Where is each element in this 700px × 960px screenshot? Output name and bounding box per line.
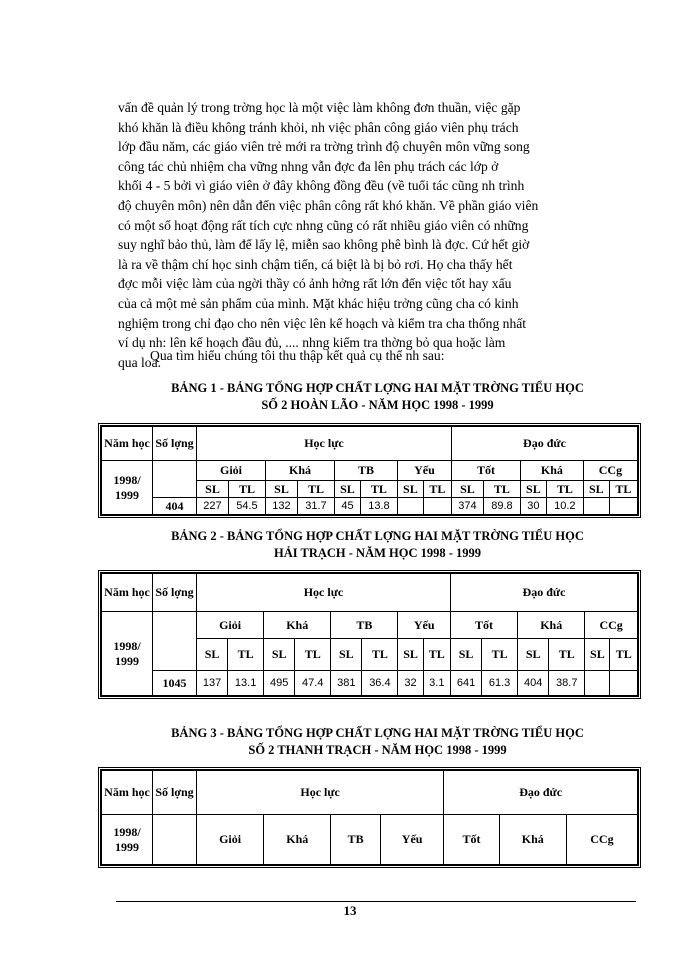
header-gioi: Giỏi bbox=[197, 612, 264, 639]
header-kha-dd: Khá bbox=[499, 815, 566, 865]
text-line: độ chuyên môn) nên dẫn đến việc phân công rất khó khăn. Về phần giáo viên bbox=[118, 197, 539, 213]
table-cell: 3.1 bbox=[423, 671, 450, 696]
table-cell: 132 bbox=[266, 498, 298, 515]
table-cell: 54.5 bbox=[228, 498, 265, 515]
text-line: có một số hoạt động rất tích cực nhng cũng có rất nhiều giáo viên có những bbox=[118, 217, 529, 233]
header-dao-duc: Đạo đức bbox=[451, 427, 637, 461]
cell-year: 1998/ 1999 bbox=[102, 461, 153, 515]
table-3 bbox=[98, 767, 641, 868]
header-sl: SL bbox=[585, 639, 610, 671]
table-cell: 404 bbox=[518, 671, 549, 696]
table-row bbox=[102, 498, 638, 515]
text-line: của cả một mẻ sản phẩm của mình. Mặt khác hiệu trởng cũng cha có kinh bbox=[118, 295, 519, 311]
table-cell: 30 bbox=[520, 498, 546, 515]
intro-sentence: Qua tìm hiểu chúng tôi thu thập kết quả cụ thể nh sau: bbox=[150, 348, 445, 363]
header-tb: TB bbox=[331, 612, 398, 639]
table-cell: 137 bbox=[197, 671, 228, 696]
table-cell: 10.2 bbox=[546, 498, 583, 515]
header-tl: TL bbox=[423, 481, 451, 498]
table-cell: 45 bbox=[335, 498, 361, 515]
table-cell: 36.4 bbox=[362, 671, 398, 696]
header-tl: TL bbox=[228, 481, 265, 498]
table-cell: 47.4 bbox=[295, 671, 331, 696]
cell-count bbox=[153, 815, 197, 865]
body-paragraph bbox=[118, 98, 634, 372]
text-line: ví dụ nh: lên kế hoạch đầu đủ, .... nhng kiểm tra thờng bỏ qua hoặc làm bbox=[118, 335, 506, 351]
header-kha: Khá bbox=[264, 612, 331, 639]
table-3-caption bbox=[100, 725, 655, 759]
header-gioi: Giỏi bbox=[197, 815, 264, 865]
header-sl: SL bbox=[335, 481, 361, 498]
header-hoc-luc: Học lực bbox=[197, 771, 444, 815]
table-cell: 61.3 bbox=[482, 671, 518, 696]
header-yeu: Yếu bbox=[381, 815, 444, 865]
text-line: lớp đầu năm, các giáo viên trẻ mới ra trờng trình độ chuyên môn vững song bbox=[118, 139, 530, 155]
header-sl: SL bbox=[583, 481, 609, 498]
header-sl: SL bbox=[197, 639, 228, 671]
header-dao-duc: Đạo đức bbox=[450, 574, 637, 612]
header-sl: SL bbox=[518, 639, 549, 671]
table-cell: 38.7 bbox=[549, 671, 585, 696]
footer-rule bbox=[116, 901, 636, 902]
table-cell: 31.7 bbox=[297, 498, 334, 515]
header-tb: TB bbox=[331, 815, 381, 865]
header-sl: SL bbox=[264, 639, 295, 671]
table-cell bbox=[423, 498, 451, 515]
header-gioi: Giỏi bbox=[197, 461, 266, 481]
table-2-caption bbox=[100, 528, 655, 562]
header-tl: TL bbox=[483, 481, 520, 498]
header-tl: TL bbox=[482, 639, 518, 671]
table-cell: 13.8 bbox=[360, 498, 397, 515]
header-tl: TL bbox=[228, 639, 264, 671]
header-so-luong: Số lợng bbox=[153, 574, 197, 612]
header-tl: TL bbox=[549, 639, 585, 671]
table-cell: 641 bbox=[450, 671, 481, 696]
text-line: khó khăn là điều không tránh khỏi, nh việc phân công giáo viên phụ trách bbox=[118, 119, 519, 135]
header-tb: TB bbox=[335, 461, 398, 481]
table-2 bbox=[98, 570, 641, 699]
header-tot: Tốt bbox=[451, 461, 520, 481]
header-ccg: CCg bbox=[566, 815, 637, 865]
text-line: khối 4 - 5 bởi vì giáo viên ở đây không đồng đều (về tuổi tác cũng nh trình bbox=[118, 178, 525, 194]
table-cell: 227 bbox=[197, 498, 229, 515]
header-kha-dd: Khá bbox=[520, 461, 583, 481]
header-so-luong: Số lợng bbox=[153, 427, 197, 461]
text-line: là ra về thậm chí học sinh chậm tiến, cá biệt là bị bỏ rơi. Họ cha thấy hết bbox=[118, 256, 513, 272]
table-cell: 495 bbox=[264, 671, 295, 696]
header-nam-hoc: Năm học bbox=[102, 574, 153, 612]
header-tl: TL bbox=[297, 481, 334, 498]
text-line: đợc mỗi việc làm của ngời thầy có ảnh hởng rất lớn đến việc tốt hay xấu bbox=[118, 276, 512, 292]
header-yeu: Yếu bbox=[397, 461, 451, 481]
header-ccg: CCg bbox=[585, 612, 638, 639]
caption-line-1: BẢNG 2 - BẢNG TỔNG HỢP CHẤT LỢNG HAI MẶT TRỜNG TIỂU HỌC bbox=[171, 529, 584, 543]
header-sl: SL bbox=[197, 481, 229, 498]
header-nam-hoc: Năm học bbox=[102, 771, 153, 815]
caption-line-2: SỐ 2 HOÀN LÃO - NĂM HỌC 1998 - 1999 bbox=[261, 398, 494, 412]
table-cell: 89.8 bbox=[483, 498, 520, 515]
table-cell: 32 bbox=[398, 671, 423, 696]
header-tl: TL bbox=[610, 639, 638, 671]
page-number: 13 bbox=[343, 903, 357, 918]
header-sl: SL bbox=[331, 639, 362, 671]
header-sl: SL bbox=[450, 639, 481, 671]
header-sl: SL bbox=[266, 481, 298, 498]
cell-empty bbox=[153, 612, 197, 671]
table-cell: 13.1 bbox=[228, 671, 264, 696]
text-line: qua loa. bbox=[118, 354, 162, 370]
header-sl: SL bbox=[520, 481, 546, 498]
table-cell bbox=[609, 498, 637, 515]
header-sl: SL bbox=[398, 639, 423, 671]
table-row bbox=[102, 815, 638, 865]
cell-empty bbox=[153, 461, 197, 498]
header-so-luong: Số lợng bbox=[153, 771, 197, 815]
cell-count: 404 bbox=[153, 498, 197, 515]
caption-line-1: BẢNG 1 - BẢNG TỔNG HỢP CHẤT LỢNG HAI MẶT TRỜNG TIỂU HỌC bbox=[171, 381, 584, 395]
cell-year: 1998/ 1999 bbox=[102, 815, 153, 865]
table-cell: 381 bbox=[331, 671, 362, 696]
header-sl: SL bbox=[451, 481, 483, 498]
header-yeu: Yếu bbox=[398, 612, 451, 639]
text-line: công tác chủ nhiệm cha vững nhng vẫn đợc đa lên phụ trách các lớp ở bbox=[118, 158, 499, 174]
table-cell bbox=[397, 498, 423, 515]
header-hoc-luc: Học lực bbox=[197, 574, 451, 612]
header-tl: TL bbox=[360, 481, 397, 498]
header-tl: TL bbox=[546, 481, 583, 498]
table-row bbox=[102, 671, 638, 696]
header-ccg: CCg bbox=[583, 461, 637, 481]
header-kha: Khá bbox=[264, 815, 331, 865]
table-cell: 374 bbox=[451, 498, 483, 515]
header-nam-hoc: Năm học bbox=[102, 427, 153, 461]
header-tot: Tốt bbox=[450, 612, 517, 639]
header-dao-duc: Đạo đức bbox=[444, 771, 638, 815]
table-1 bbox=[98, 423, 641, 518]
header-tl: TL bbox=[362, 639, 398, 671]
text-line: suy nghĩ bảo thủ, làm để lấy lệ, miễn sao không phê bình là đợc. Cứ hết giờ bbox=[118, 237, 530, 253]
table-cell bbox=[585, 671, 610, 696]
header-kha-dd: Khá bbox=[518, 612, 585, 639]
cell-year: 1998/ 1999 bbox=[102, 612, 153, 696]
caption-line-1: BẢNG 3 - BẢNG TỔNG HỢP CHẤT LỢNG HAI MẶT TRỜNG TIỂU HỌC bbox=[171, 726, 584, 740]
caption-line-2: HẢI TRẠCH - NĂM HỌC 1998 - 1999 bbox=[273, 546, 482, 560]
table-cell bbox=[610, 671, 638, 696]
table-1-caption bbox=[100, 380, 655, 414]
text-line: vấn đề quản lý trong trờng học là một việc làm không đơn thuần, việc gặp bbox=[118, 100, 521, 115]
text-line: nghiệm trong chỉ đạo cho nên việc lên kế hoạch và kiểm tra cha thống nhất bbox=[118, 315, 527, 331]
caption-line-2: SỐ 2 THANH TRẠCH - NĂM HỌC 1998 - 1999 bbox=[248, 743, 507, 757]
header-tot: Tốt bbox=[444, 815, 499, 865]
header-tl: TL bbox=[295, 639, 331, 671]
header-tl: TL bbox=[423, 639, 450, 671]
cell-count: 1045 bbox=[153, 671, 197, 696]
table-cell bbox=[583, 498, 609, 515]
header-sl: SL bbox=[397, 481, 423, 498]
header-tl: TL bbox=[609, 481, 637, 498]
header-hoc-luc: Học lực bbox=[197, 427, 452, 461]
header-kha: Khá bbox=[266, 461, 335, 481]
